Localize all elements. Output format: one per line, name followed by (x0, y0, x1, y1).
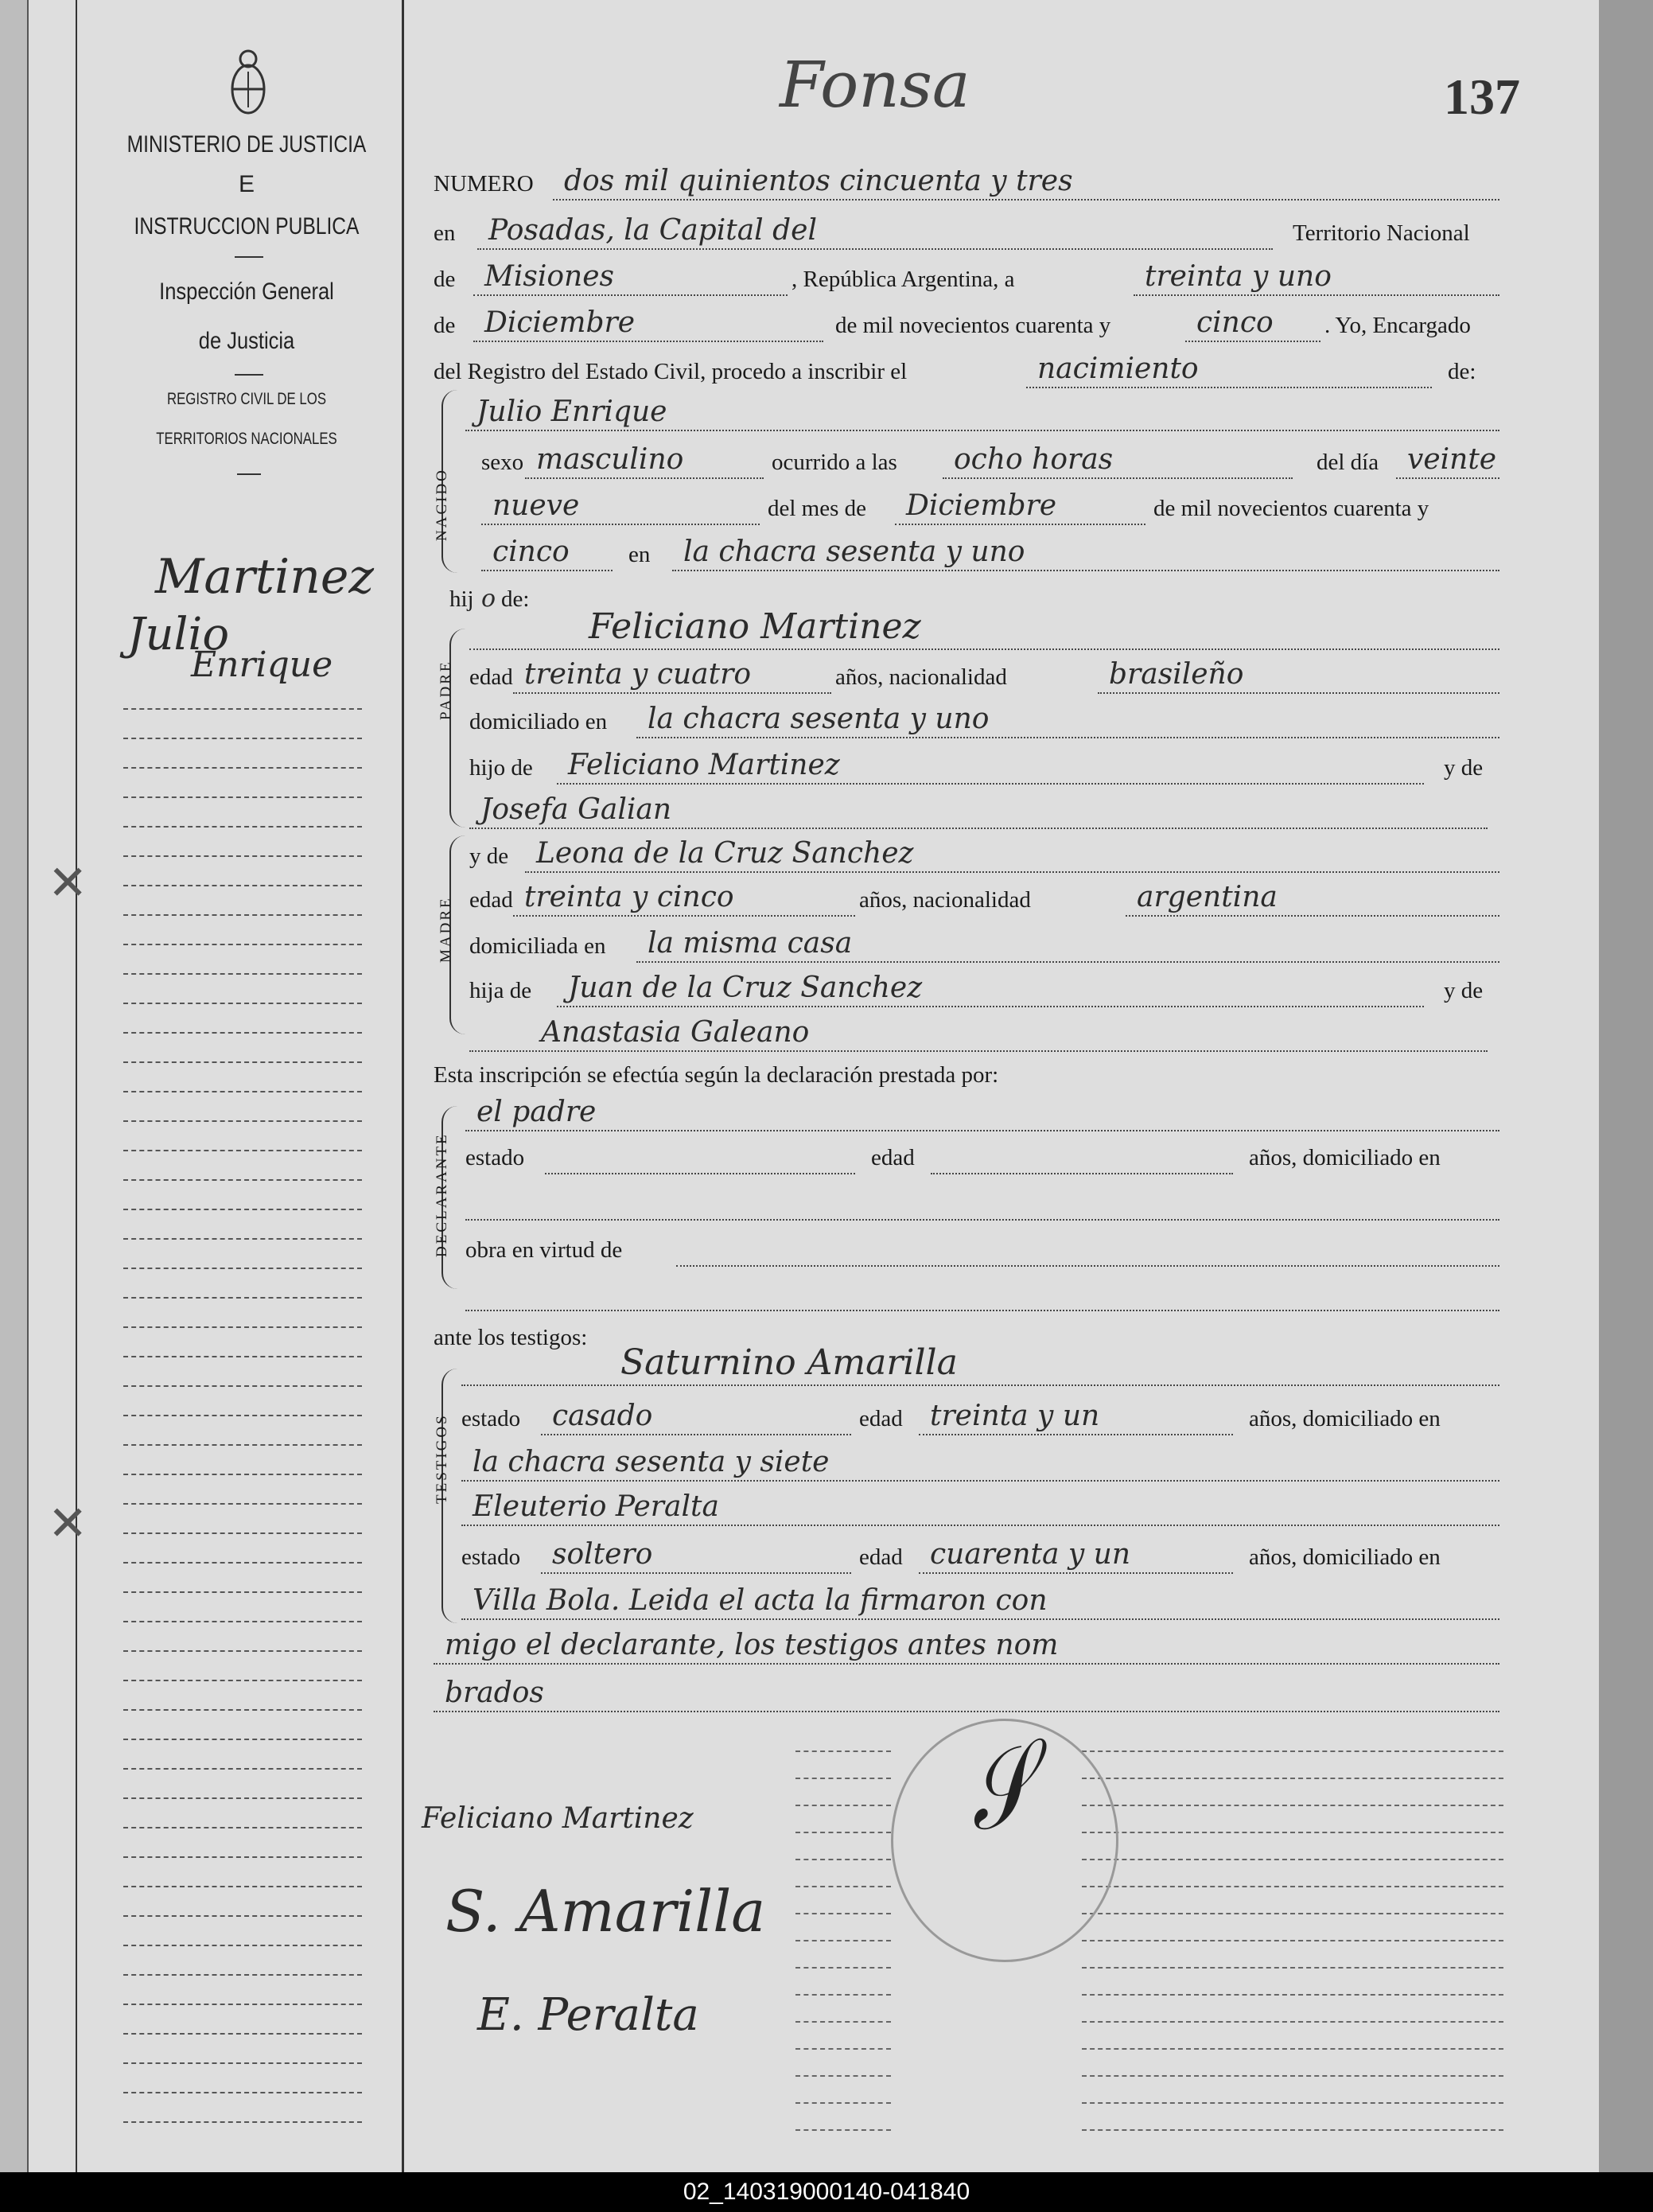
section-label-madre: MADRE (438, 896, 454, 963)
label-en: en (434, 220, 456, 246)
field-madre-padre (557, 972, 1424, 1007)
label-madre-dom: domiciliada en (469, 933, 606, 959)
value-padre-dom: la chacra sesenta y uno (648, 703, 990, 735)
margin-ruled-line (123, 1886, 362, 1887)
header-scribble: Fonsa (780, 48, 970, 122)
label-de-mil: de mil novecientos cuarenta y (835, 313, 1111, 338)
margin-ruled-line (123, 1003, 362, 1004)
label-testigo2-anios: años, domiciliado en (1249, 1544, 1441, 1570)
margin-ruled-line (123, 796, 362, 798)
value-dia-nac-b: nueve (492, 489, 580, 522)
margin-ruled-line (123, 1474, 362, 1475)
row-padre-nombre (469, 606, 1499, 656)
margin-ruled-line (123, 1974, 362, 1976)
margin-surname: Martinez (155, 549, 374, 605)
main-ruled-line (1082, 1967, 1503, 1969)
margin-ruled-line (123, 973, 362, 975)
main-ruled-line (795, 1859, 891, 1860)
field-padre-madre (469, 793, 1488, 829)
value-madre-nac: argentina (1137, 881, 1278, 913)
row-en (434, 208, 1499, 256)
label-ante: ante los testigos: (434, 1325, 588, 1350)
inspection-divider (235, 374, 263, 376)
field-nombre (465, 395, 1499, 431)
value-testigo2: Eleuterio Peralta (473, 1490, 719, 1523)
margin-ruled-line (123, 708, 362, 710)
field-padre-edad (513, 658, 831, 694)
margin-ruled-line (123, 1503, 362, 1505)
row-obra (465, 1225, 1499, 1273)
label-madre-y-de: y de (1444, 978, 1484, 1003)
field-madre-nac (1126, 881, 1499, 917)
margin-ruled-line (123, 914, 362, 916)
margin-ruled-line (123, 1915, 362, 1917)
label-padre-hijo-de: hijo de (469, 755, 533, 781)
margin-ruled-line (123, 855, 362, 857)
row-madre-hija-de (469, 966, 1499, 1014)
field-madre-dom (636, 927, 1499, 963)
label-ocurrido: ocurrido a las (772, 450, 897, 475)
row-registro (434, 347, 1499, 395)
main-ruled-line (795, 1994, 891, 1996)
value-sexo: masculino (536, 443, 684, 476)
coat-of-arms-icon (228, 48, 268, 119)
value-padre-nombre: Feliciano Martinez (589, 606, 921, 647)
label-numero: NUMERO (434, 171, 534, 197)
value-tipo: nacimiento (1037, 352, 1199, 385)
margin-ruled-line (123, 944, 362, 945)
value-dia-nac-a: veinte (1407, 443, 1497, 476)
margin-ruled-line (123, 1591, 362, 1593)
field-obra-2 (465, 1279, 1499, 1311)
margin-ruled-line (123, 1856, 362, 1858)
row-declarante-dom (465, 1179, 1499, 1227)
margin-x-mark-2: ✕ (48, 1497, 88, 1550)
ministry-line3: INSTRUCCION PUBLICA (134, 213, 360, 240)
label-padre-edad: edad (469, 664, 513, 690)
row-lugar (481, 530, 1499, 578)
margin-ruled-line (123, 1061, 362, 1063)
margin-ruled-line (123, 1797, 362, 1799)
main-ruled-line (795, 1751, 891, 1752)
main-ruled-line (1082, 1886, 1503, 1887)
signature-testigo2: E. Peralta (477, 1989, 699, 2041)
main-ruled-line (795, 2129, 891, 2131)
margin-ruled-line (123, 1415, 362, 1416)
value-testigo1-dom: la chacra sesenta y siete (473, 1446, 830, 1478)
margin-firstname: Julio (127, 609, 230, 660)
field-madre-nombre (525, 837, 1499, 873)
margin-ruled-line (123, 1532, 362, 1534)
row-padre-dom (469, 697, 1499, 745)
row-mes-nac (481, 484, 1499, 532)
signature-official: 𝒮 (945, 1725, 1053, 1855)
label-republica: , República Argentina, a (791, 267, 1015, 292)
field-testigo1-edad (919, 1400, 1233, 1435)
margin-ruled-line (123, 1032, 362, 1034)
main-ruled-line (795, 2102, 891, 2104)
section-label-declarante: DECLARANTE (434, 1132, 450, 1257)
row-nombre (465, 390, 1499, 438)
value-madre-dom: la misma casa (648, 927, 853, 960)
field-testigo2-edad (919, 1538, 1233, 1574)
field-mes (473, 306, 823, 342)
value-anio: cinco (1196, 306, 1274, 339)
main-ruled-line (1082, 1994, 1503, 1996)
value-mes-nac: Diciembre (906, 489, 1057, 522)
value-hij-suffix: o (481, 585, 496, 613)
field-declarante-estado (545, 1143, 855, 1174)
field-madre-edad (513, 881, 855, 917)
row-sexo (481, 438, 1499, 485)
value-padre-edad: treinta y cuatro (524, 658, 751, 691)
value-padre-nac: brasileño (1109, 658, 1244, 691)
field-numero (553, 165, 1499, 201)
row-padre-edad (469, 652, 1499, 700)
field-padre-nac (1098, 658, 1499, 694)
label-testigo2-edad: edad (859, 1544, 903, 1570)
margin-ruled-line (123, 1562, 362, 1564)
margin-ruled-line (123, 1709, 362, 1711)
field-sexo (525, 443, 764, 479)
margin-rule-inner (402, 0, 404, 2172)
value-en: Posadas, la Capital del (488, 214, 817, 247)
label-de: de (434, 267, 456, 292)
section-label-padre: PADRE (438, 660, 454, 720)
row-numero (434, 159, 1499, 207)
field-declarante-dom (465, 1189, 1499, 1221)
registry-line2: TERRITORIOS NACIONALES (156, 430, 337, 448)
margin-ruled-line (123, 826, 362, 828)
field-dia (1134, 260, 1499, 296)
main-ruled-line (1082, 2021, 1503, 2023)
margin-ruled-line (123, 1385, 362, 1387)
field-cierre2 (434, 1629, 1499, 1665)
brace-padre (449, 629, 465, 828)
label-de-mil-2: de mil novecientos cuarenta y (1153, 496, 1429, 521)
field-testigo2 (461, 1490, 1499, 1526)
ministry-line1: MINISTERIO DE JUSTICIA (126, 131, 367, 158)
field-hora (943, 443, 1293, 479)
value-padre-madre: Josefa Galian (480, 793, 672, 826)
field-cierre3 (434, 1677, 1499, 1712)
main-ruled-line (1082, 1859, 1503, 1860)
main-ruled-line (1082, 1778, 1503, 1779)
registry-line1: REGISTRO CIVIL DE LOS (166, 390, 327, 408)
signature-declarante: Feliciano Martinez (422, 1802, 694, 1835)
label-madre-anios-nac: años, nacionalidad (859, 887, 1031, 913)
field-testigo2-estado (541, 1538, 851, 1574)
signature-testigo1: S. Amarilla (445, 1878, 766, 1945)
margin-ruled-line (123, 1768, 362, 1770)
section-label-nacido: NACIDO (434, 468, 450, 541)
footer-id: 02_140319000140-041840 (683, 2179, 970, 2205)
value-madre-madre: Anastasia Galeano (541, 1016, 810, 1049)
main-ruled-line (1082, 1940, 1503, 1941)
margin-ruled-line (123, 2092, 362, 2093)
main-ruled-line (1082, 2102, 1503, 2104)
field-provincia (473, 260, 788, 296)
field-dia-nac-b (481, 489, 760, 525)
margin-ruled-line (123, 767, 362, 769)
field-testigo1-dom (461, 1446, 1499, 1482)
field-obra (676, 1235, 1499, 1267)
field-en (477, 214, 1273, 250)
field-padre-padre (557, 749, 1424, 785)
page-number: 137 (1444, 68, 1520, 125)
margin-ruled-line (123, 1268, 362, 1269)
inspection-line2: de Justicia (198, 328, 295, 354)
margin-ruled-line (123, 2062, 362, 2064)
value-cierre3: brados (445, 1677, 544, 1709)
margin-ruled-line (123, 1238, 362, 1240)
field-anio (1185, 306, 1320, 342)
value-testigo1-edad: treinta y un (930, 1400, 1100, 1432)
margin-ruled-line (123, 1827, 362, 1828)
margin-ruled-line (123, 1739, 362, 1740)
ministry-divider (235, 256, 263, 258)
label-obra: obra en virtud de (465, 1237, 623, 1263)
main-ruled-line (1082, 2075, 1503, 2077)
value-testigo1-estado: casado (552, 1400, 653, 1432)
label-testigo1-edad: edad (859, 1406, 903, 1431)
value-hora: ocho horas (954, 443, 1114, 476)
value-madre-nombre: Leona de la Cruz Sanchez (536, 837, 914, 870)
margin-middlename: Enrique (191, 645, 333, 685)
field-declarante (465, 1096, 1499, 1131)
field-tipo (1026, 352, 1432, 388)
field-lugar (672, 535, 1499, 571)
field-mes-nac (895, 489, 1145, 525)
value-nombre: Julio Enrique (476, 395, 667, 428)
field-padre-dom (636, 703, 1499, 738)
label-de-hijo: de: (501, 586, 530, 612)
margin-ruled-line (123, 1356, 362, 1357)
row-provincia (434, 255, 1499, 302)
inspection-line1: Inspección General (159, 278, 334, 305)
row-testigo2 (461, 1485, 1499, 1532)
label-esta-inscripcion: Esta inscripción se efectúa según la declaración prestada por: (434, 1062, 999, 1088)
main-ruled-line (795, 1778, 891, 1779)
value-testigo2-edad: cuarenta y un (930, 1538, 1131, 1571)
value-numero: dos mil quinientos cincuenta y tres (564, 165, 1073, 197)
margin-rule-outer (76, 0, 77, 2172)
main-ruled-line (1082, 2048, 1503, 2050)
label-hij: hij (449, 586, 474, 612)
registry-divider (237, 473, 261, 475)
main-ruled-line (1082, 2129, 1503, 2131)
row-testigo1 (461, 1342, 1499, 1392)
label-declarante-anios: años, domiciliado en (1249, 1145, 1441, 1170)
row-padre-madre (469, 788, 1499, 835)
main-ruled-line (1082, 1913, 1503, 1914)
label-sexo: sexo (481, 450, 524, 475)
section-label-testigos: TESTIGOS (434, 1413, 450, 1504)
row-obra-2 (465, 1270, 1499, 1318)
value-testigo2-estado: soltero (552, 1538, 653, 1571)
row-testigo2-estado (461, 1532, 1499, 1580)
value-declarante: el padre (476, 1096, 597, 1128)
margin-ruled-line (123, 1120, 362, 1122)
margin-ruled-line (123, 1179, 362, 1181)
margin-ruled-line (123, 1297, 362, 1299)
field-madre-madre (469, 1016, 1488, 1052)
margin-ruled-line (123, 738, 362, 739)
row-declarante-estado (465, 1133, 1499, 1181)
value-anio-nac: cinco (492, 535, 570, 568)
margin-ruled-line (123, 1444, 362, 1446)
main-ruled-line (1082, 1805, 1503, 1806)
value-testigo1: Saturnino Amarilla (620, 1342, 958, 1383)
main-ruled-line (795, 1832, 891, 1833)
main-ruled-line (1082, 1751, 1503, 1752)
row-madre-nombre (469, 831, 1499, 879)
row-testigo1-estado (461, 1394, 1499, 1442)
value-cierre2: migo el declarante, los testigos antes nom (445, 1629, 1059, 1661)
field-dia-nac (1396, 443, 1499, 479)
row-madre-edad (469, 875, 1499, 923)
row-cierre3 (434, 1671, 1499, 1719)
label-testigo1-estado: estado (461, 1406, 521, 1431)
field-cierre1 (461, 1584, 1499, 1620)
margin-ruled-line (123, 1945, 362, 1946)
label-del-mes: del mes de (768, 496, 867, 521)
margin-ruled-line (123, 1650, 362, 1652)
margin-ruled-line (123, 1680, 362, 1681)
main-ruled-line (795, 1940, 891, 1941)
label-registro: del Registro del Estado Civil, procedo a inscribir el (434, 359, 908, 384)
ministry-line2: E (238, 171, 255, 197)
field-declarante-edad (931, 1143, 1233, 1174)
label-declarante-edad: edad (871, 1145, 915, 1170)
value-cierre1: Villa Bola. Leida el acta la firmaron con (473, 1584, 1048, 1617)
margin-ruled-line (123, 1091, 362, 1092)
label-de-mes: de (434, 313, 456, 338)
left-page-edge (0, 0, 29, 2172)
field-padre-nombre (469, 606, 1499, 650)
main-ruled-line (795, 1805, 891, 1806)
row-padre-hijo-de (469, 743, 1499, 791)
margin-ruled-line (123, 1326, 362, 1328)
label-madre-edad: edad (469, 887, 513, 913)
label-territorio: Territorio Nacional (1293, 220, 1470, 246)
row-mes (434, 301, 1499, 349)
margin-x-mark-1: ✕ (48, 857, 88, 909)
row-madre-dom (469, 921, 1499, 969)
field-testigo1 (461, 1342, 1499, 1386)
footer-id-bar (0, 2172, 1653, 2212)
label-testigo1-anios: años, domiciliado en (1249, 1406, 1441, 1431)
margin-ruled-line (123, 2033, 362, 2035)
margin-ruled-line (123, 2004, 362, 2005)
value-mes: Diciembre (484, 306, 636, 339)
value-dia: treinta y uno (1145, 260, 1332, 293)
main-ruled-line (1082, 1832, 1503, 1833)
main-ruled-line (795, 2048, 891, 2050)
margin-ruled-line (123, 1209, 362, 1210)
row-cierre1 (461, 1579, 1499, 1626)
label-yo: . Yo, Encargado (1324, 313, 1471, 338)
label-testigo2-estado: estado (461, 1544, 521, 1570)
value-madre-edad: treinta y cinco (524, 881, 734, 913)
label-padre-y-de: y de (1444, 755, 1484, 781)
field-testigo1-estado (541, 1400, 851, 1435)
label-del-dia: del día (1317, 450, 1379, 475)
label-madre-hija-de: hija de (469, 978, 532, 1003)
right-background-strip (1599, 0, 1653, 2172)
main-ruled-line (795, 2075, 891, 2077)
main-ruled-line (795, 1913, 891, 1914)
field-anio-nac (481, 535, 613, 571)
row-cierre2 (434, 1623, 1499, 1671)
margin-ruled-line (123, 1150, 362, 1151)
value-madre-padre: Juan de la Cruz Sanchez (568, 972, 923, 1004)
label-y-de-madre: y de (469, 843, 509, 869)
value-lugar: la chacra sesenta y uno (683, 535, 1025, 568)
row-declarante (465, 1090, 1499, 1138)
value-provincia: Misiones (484, 260, 615, 293)
label-padre-anios-nac: años, nacionalidad (835, 664, 1007, 690)
label-padre-dom: domiciliado en (469, 709, 608, 734)
row-testigo1-dom (461, 1440, 1499, 1488)
main-ruled-line (795, 1886, 891, 1887)
value-padre-padre: Feliciano Martinez (568, 749, 840, 781)
margin-ruled-line (123, 1621, 362, 1622)
margin-ruled-line (123, 2121, 362, 2123)
main-ruled-line (795, 2021, 891, 2023)
label-en-lugar: en (628, 542, 651, 567)
label-de-colon: de: (1448, 359, 1476, 384)
main-ruled-line (795, 1967, 891, 1969)
label-declarante-estado: estado (465, 1145, 525, 1170)
margin-ruled-line (123, 885, 362, 886)
